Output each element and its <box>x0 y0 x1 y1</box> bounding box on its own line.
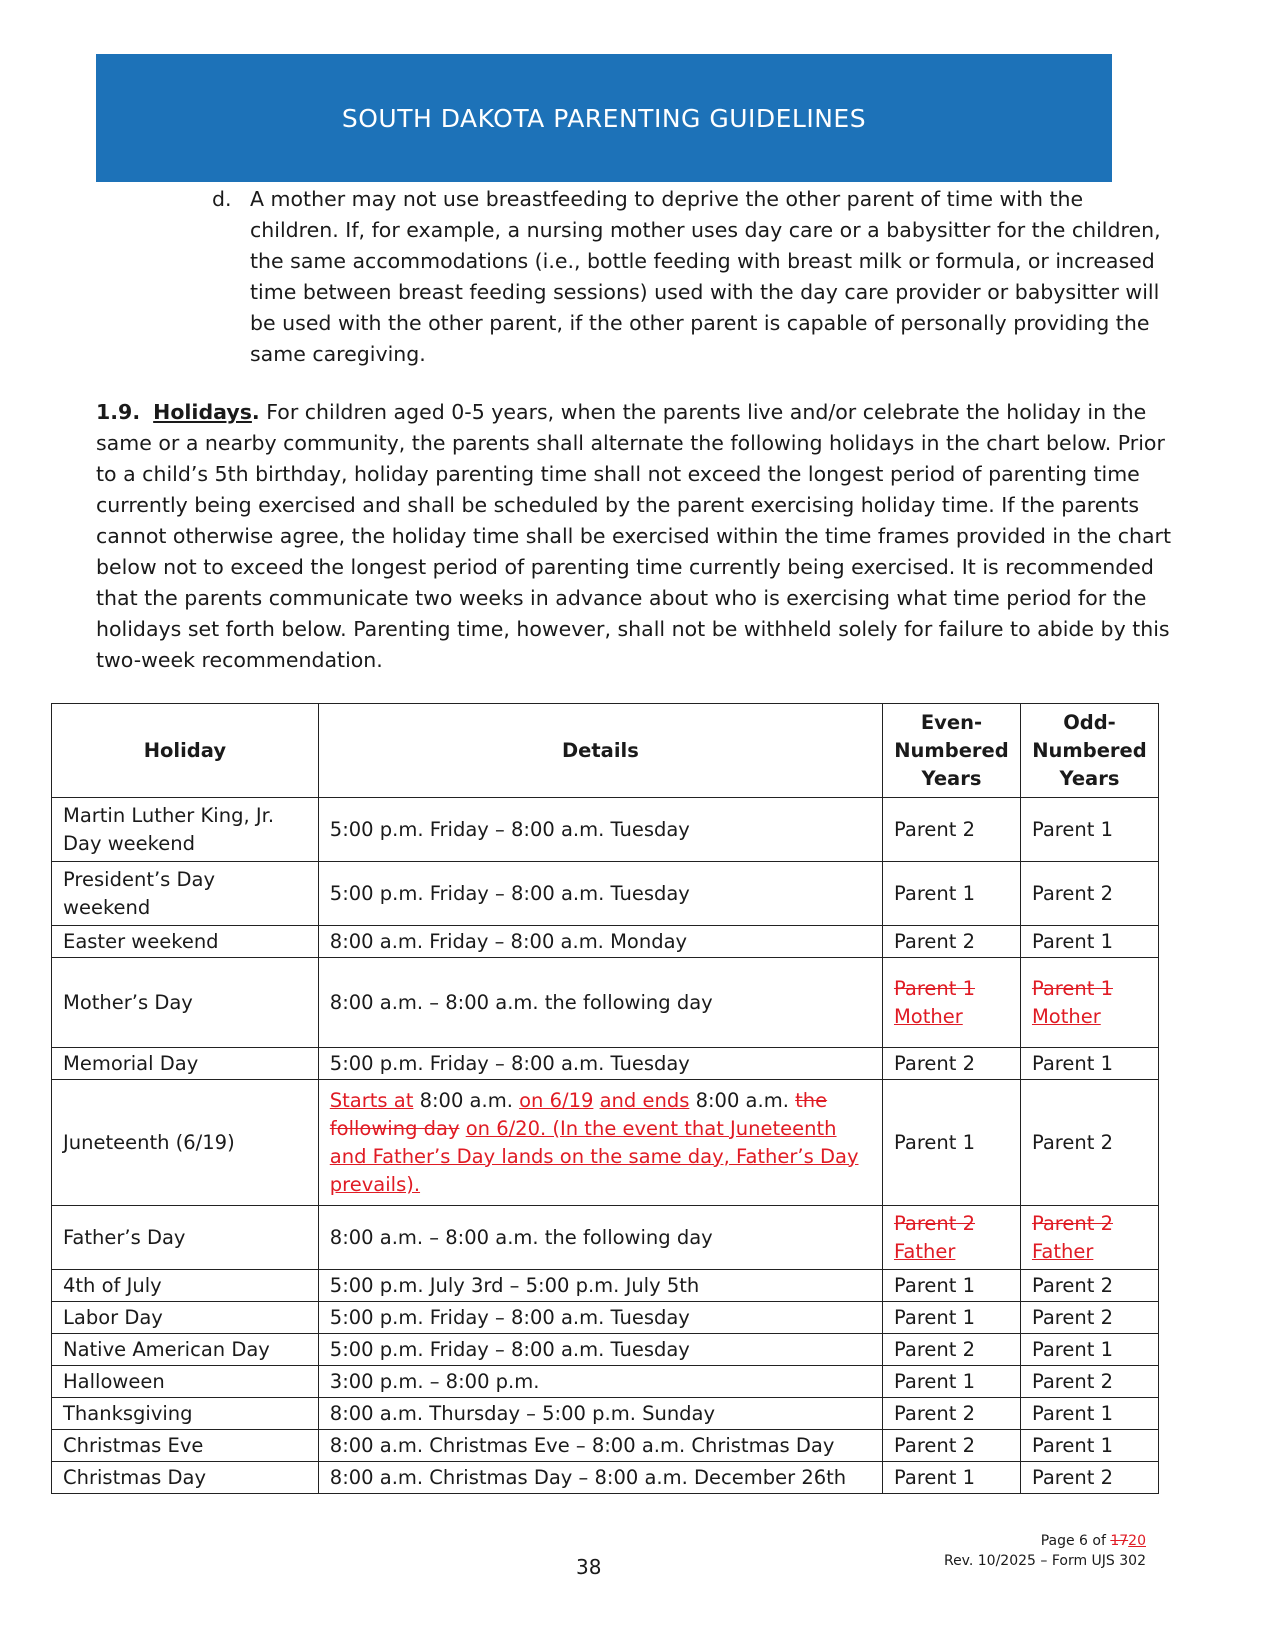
even-year-cell: Parent 2 <box>882 798 1020 862</box>
page-number: 38 <box>576 1555 602 1579</box>
header-even-line: Even- <box>920 710 983 734</box>
header-odd-line: Odd- <box>1063 710 1116 734</box>
table-row <box>52 1334 1159 1366</box>
header-banner <box>96 54 1112 182</box>
details-cell: 8:00 a.m. Christmas Eve – 8:00 a.m. Christmas Day <box>318 1430 882 1462</box>
page-of-count <box>944 1531 1146 1551</box>
table-row <box>52 1080 1159 1206</box>
even-year-cell: Parent 2 <box>882 1430 1020 1462</box>
odd-year-cell: Parent 1 <box>1020 926 1158 958</box>
table-row <box>52 1048 1159 1080</box>
list-marker: d. <box>212 187 232 211</box>
header-details: Details <box>318 704 882 798</box>
inserted-text: Father <box>1031 1239 1094 1263</box>
holiday-cell: Memorial Day <box>52 1048 319 1080</box>
details-cell: 8:00 a.m. Thursday – 5:00 p.m. Sunday <box>318 1398 882 1430</box>
deleted-text: 17 <box>1110 1533 1129 1549</box>
holiday-cell: Father’s Day <box>52 1206 319 1270</box>
header-odd-line: Years <box>1059 766 1120 790</box>
page-of-prefix: Page 6 of <box>1040 1533 1111 1549</box>
table-row <box>52 1430 1159 1462</box>
details-cell: 5:00 p.m. Friday – 8:00 a.m. Tuesday <box>318 1334 882 1366</box>
holiday-cell: Christmas Eve <box>52 1430 319 1462</box>
table-row <box>52 1302 1159 1334</box>
details-cell: 8:00 a.m. – 8:00 a.m. the following day <box>318 958 882 1048</box>
details-cell: 5:00 p.m. Friday – 8:00 a.m. Tuesday <box>318 862 882 926</box>
holiday-cell: Martin Luther King, Jr. Day weekend <box>52 798 319 862</box>
table-row <box>52 1398 1159 1430</box>
even-year-cell: Parent 1 <box>882 1366 1020 1398</box>
header-holiday: Holiday <box>52 704 319 798</box>
footer-revision-block <box>944 1531 1146 1571</box>
details-cell: 5:00 p.m. Friday – 8:00 a.m. Tuesday <box>318 1048 882 1080</box>
details-cell: 8:00 a.m. Friday – 8:00 a.m. Monday <box>318 926 882 958</box>
odd-year-cell <box>1020 958 1158 1048</box>
section-heading: Holidays <box>153 400 252 424</box>
odd-year-cell <box>1020 1206 1158 1270</box>
table-row <box>52 862 1159 926</box>
even-year-cell: Parent 2 <box>882 1334 1020 1366</box>
holiday-cell: President’s Day weekend <box>52 862 319 926</box>
even-year-cell: Parent 2 <box>882 1398 1020 1430</box>
holiday-cell: Easter weekend <box>52 926 319 958</box>
holiday-cell: Native American Day <box>52 1334 319 1366</box>
holiday-cell: Halloween <box>52 1366 319 1398</box>
inserted-text: Starts at <box>329 1088 414 1112</box>
holiday-cell: Christmas Day <box>52 1462 319 1494</box>
list-item-d <box>212 184 1172 370</box>
details-text: 8:00 a.m. <box>413 1088 520 1112</box>
inserted-text: Mother <box>893 1004 963 1028</box>
table-header-row <box>52 704 1159 798</box>
details-cell: 3:00 p.m. – 8:00 p.m. <box>318 1366 882 1398</box>
header-even-years <box>882 704 1020 798</box>
section-text: For children aged 0-5 years, when the parents live and/or celebrate the holiday in the same or a nearby community, the parents shall alternate the following holidays in the chart below. Prior to a child’s 5th birthday, holiday parenting time shall not exceed the longest period of parenting time currently being exercised and shall be scheduled by the parent exercising holiday time. If the parents cannot otherwise agree, the holiday time shall be exercised within the time frames provided in the chart below not to exceed the longest period of parenting time currently being exercised. It is recommended that the parents communicate two weeks in advance about who is exercising what time period for the holidays set forth below. Parenting time, however, shall not be withheld solely for failure to abide by this two-week recommendation. <box>96 400 1172 672</box>
even-year-cell: Parent 1 <box>882 862 1020 926</box>
page-title: SOUTH DAKOTA PARENTING GUIDELINES <box>341 104 867 133</box>
odd-year-cell: Parent 2 <box>1020 1366 1158 1398</box>
header-odd-line: Numbered <box>1032 738 1147 762</box>
odd-year-cell: Parent 1 <box>1020 798 1158 862</box>
deleted-text: the following day <box>329 1088 828 1140</box>
table-row <box>52 926 1159 958</box>
inserted-text: Mother <box>1031 1004 1101 1028</box>
details-cell: 8:00 a.m. Christmas Day – 8:00 a.m. December 26th <box>318 1462 882 1494</box>
list-item-text: A mother may not use breastfeeding to deprive the other parent of time with the children. If, for example, a nursing mother uses day care or a babysitter for the children, the same accommodations (i.e., bottle feeding with breast milk or formula, or increased time between breast feeding sessions) used with the day care provider or babysitter will be used with the other parent, if the other parent is capable of personally providing the same caregiving. <box>250 187 1161 366</box>
holiday-cell: Juneteenth (6/19) <box>52 1080 319 1206</box>
holiday-cell: 4th of July <box>52 1270 319 1302</box>
holiday-cell: Mother’s Day <box>52 958 319 1048</box>
inserted-text: and ends <box>599 1088 690 1112</box>
section-heading-punct: . <box>251 400 260 424</box>
table-row <box>52 798 1159 862</box>
inserted-text: on 6/19 <box>519 1088 594 1112</box>
header-odd-years <box>1020 704 1158 798</box>
holiday-cell: Labor Day <box>52 1302 319 1334</box>
table-row <box>52 958 1159 1048</box>
deleted-text: Parent 1 <box>893 976 976 1000</box>
even-year-cell: Parent 1 <box>882 1302 1020 1334</box>
even-year-cell: Parent 2 <box>882 926 1020 958</box>
table-row <box>52 1206 1159 1270</box>
section-number: 1.9. <box>96 400 141 424</box>
header-even-line: Numbered <box>894 738 1009 762</box>
details-cell: 8:00 a.m. – 8:00 a.m. the following day <box>318 1206 882 1270</box>
odd-year-cell: Parent 2 <box>1020 1462 1158 1494</box>
odd-year-cell: Parent 2 <box>1020 1080 1158 1206</box>
table-row <box>52 1270 1159 1302</box>
deleted-text: Parent 1 <box>1031 976 1113 1000</box>
header-even-line: Years <box>921 766 982 790</box>
odd-year-cell: Parent 1 <box>1020 1048 1158 1080</box>
even-year-cell <box>882 1206 1020 1270</box>
details-cell: 5:00 p.m. Friday – 8:00 a.m. Tuesday <box>318 798 882 862</box>
details-cell <box>318 1080 882 1206</box>
odd-year-cell: Parent 2 <box>1020 862 1158 926</box>
table-row <box>52 1366 1159 1398</box>
even-year-cell: Parent 2 <box>882 1048 1020 1080</box>
even-year-cell: Parent 1 <box>882 1270 1020 1302</box>
odd-year-cell: Parent 2 <box>1020 1270 1158 1302</box>
odd-year-cell: Parent 1 <box>1020 1334 1158 1366</box>
odd-year-cell: Parent 2 <box>1020 1302 1158 1334</box>
table-row <box>52 1462 1159 1494</box>
section-holidays <box>96 397 1176 676</box>
inserted-text: Father <box>893 1239 956 1263</box>
holiday-cell: Thanksgiving <box>52 1398 319 1430</box>
details-cell: 5:00 p.m. July 3rd – 5:00 p.m. July 5th <box>318 1270 882 1302</box>
inserted-text: on 6/20. (In the event that Juneteenth and Father’s Day lands on the same day, Father’s Day prevails). <box>329 1116 859 1196</box>
holiday-table <box>51 703 1159 1494</box>
revision-label: Rev. 10/2025 – Form UJS 302 <box>943 1553 1146 1569</box>
odd-year-cell: Parent 1 <box>1020 1398 1158 1430</box>
inserted-text: 20 <box>1128 1533 1146 1549</box>
details-text: 8:00 a.m. <box>689 1088 796 1112</box>
deleted-text: Parent 2 <box>893 1211 976 1235</box>
even-year-cell: Parent 1 <box>882 1462 1020 1494</box>
details-cell: 5:00 p.m. Friday – 8:00 a.m. Tuesday <box>318 1302 882 1334</box>
even-year-cell <box>882 958 1020 1048</box>
odd-year-cell: Parent 1 <box>1020 1430 1158 1462</box>
deleted-text: Parent 2 <box>1031 1211 1113 1235</box>
even-year-cell: Parent 1 <box>882 1080 1020 1206</box>
